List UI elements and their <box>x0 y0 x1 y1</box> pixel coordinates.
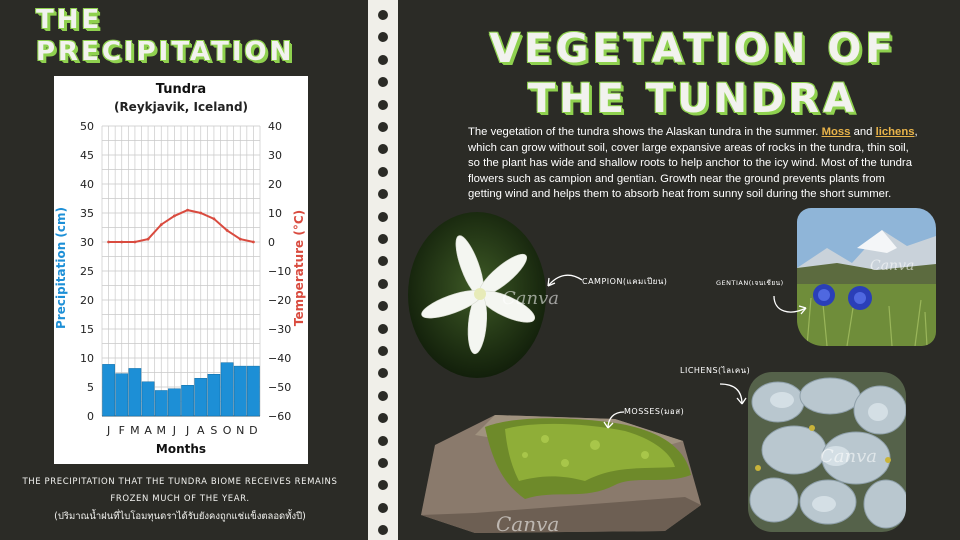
caption-line-1: THE PRECIPITATION THAT THE TUNDRA BIOME RECEIVES REMAINS <box>22 477 338 487</box>
month-tick-label: M <box>156 424 166 437</box>
binding-hole <box>378 346 388 356</box>
precipitation-tick-label: 15 <box>80 323 94 336</box>
temperature-point <box>160 223 163 226</box>
temperature-point <box>213 217 216 220</box>
vegetation-title-line-1: VEGETATION OF <box>489 26 897 72</box>
precipitation-tick-label: 50 <box>80 120 94 133</box>
precipitation-bar <box>103 364 115 416</box>
climate-chart-svg <box>54 76 308 464</box>
climate-chart <box>54 76 308 464</box>
temperature-point <box>147 238 150 241</box>
temperature-tick-label: 40 <box>268 120 282 133</box>
temperature-point <box>120 241 123 244</box>
precipitation-tick-label: 5 <box>87 381 94 394</box>
moss-photo <box>415 405 705 535</box>
binding-hole <box>378 436 388 446</box>
binding-hole <box>378 503 388 513</box>
temperature-tick-label: −10 <box>268 265 292 278</box>
watermark-campion: Canva <box>502 288 559 309</box>
chart-caption <box>20 474 340 525</box>
precipitation-axis-ticks <box>80 120 94 423</box>
temperature-point <box>173 215 176 218</box>
chart-subtitle: (Reykjavik, Iceland) <box>113 100 249 114</box>
temperature-tick-label: 10 <box>268 207 282 220</box>
temperature-tick-label: 20 <box>268 178 282 191</box>
binding-hole <box>378 525 388 535</box>
binding-hole <box>378 189 388 199</box>
watermark-moss: Canva <box>496 512 560 536</box>
precipitation-tick-label: 25 <box>80 265 94 278</box>
precipitation-tick-label: 20 <box>80 294 94 307</box>
temperature-tick-label: −30 <box>268 323 292 336</box>
month-tick-label: O <box>222 424 232 437</box>
lichens-label: LICHENS(ไลเคน) <box>680 366 751 375</box>
binding-hole <box>378 279 388 289</box>
temperature-axis-ticks <box>268 120 291 423</box>
chart-title: Tundra <box>155 82 207 97</box>
binding-hole <box>378 212 388 222</box>
precipitation-tick-label: 30 <box>80 236 94 249</box>
month-tick-label: J <box>172 424 177 437</box>
precipitation-bar <box>247 366 259 416</box>
mosses-label: MOSSES(มอส) <box>624 407 685 416</box>
binding-hole <box>378 458 388 468</box>
temperature-point <box>199 212 202 215</box>
text-intro: The vegetation of the tundra shows the Alaskan tundra in the summer. <box>468 126 822 138</box>
caption-thai: (ปริมาณน้ำฝนที่ไบโอมทุนดราได้รับยังคงถูกแช่แข็งตลอดทั้งปี) <box>54 511 306 522</box>
temperature-tick-label: 30 <box>268 149 282 162</box>
campion-photo <box>408 212 546 378</box>
temperature-tick-label: −20 <box>268 294 292 307</box>
month-tick-label: F <box>118 424 125 437</box>
moss-link[interactable]: Moss <box>821 126 851 138</box>
x-axis-label: Months <box>155 442 207 456</box>
lichens-photo <box>748 372 906 532</box>
campion-arrow-icon <box>540 268 584 294</box>
temperature-point <box>134 241 137 244</box>
gentian-arrow-icon <box>770 290 810 320</box>
temperature-point <box>252 241 255 244</box>
month-tick-label: J <box>106 424 111 437</box>
temperature-point <box>107 241 110 244</box>
month-tick-label: S <box>210 424 218 437</box>
binding-hole <box>378 301 388 311</box>
month-tick-label: D <box>249 424 258 437</box>
month-tick-label: A <box>144 424 152 437</box>
precipitation-bar <box>168 389 180 416</box>
temperature-tick-label: −60 <box>268 410 292 423</box>
temperature-point <box>186 209 189 212</box>
precipitation-bar <box>142 382 154 416</box>
campion-label: CAMPION(แคมเปียน) <box>582 277 668 286</box>
temperature-tick-label: 0 <box>268 236 275 249</box>
binding-hole <box>378 256 388 266</box>
text-and: and <box>850 126 876 138</box>
vegetation-description <box>468 125 918 203</box>
binding-hole <box>378 167 388 177</box>
binding-hole <box>378 144 388 154</box>
y2-axis-label: Temperature (°C) <box>292 209 306 327</box>
gentian-label: GENTIAN(เจนเชียน) <box>716 279 784 287</box>
caption-line-2: FROZEN MUCH OF THE YEAR. <box>110 494 250 504</box>
precipitation-tick-label: 45 <box>80 149 94 162</box>
precipitation-bar <box>208 374 220 416</box>
precipitation-bar <box>195 378 207 416</box>
month-ticks <box>106 424 258 437</box>
left-panel <box>0 0 368 540</box>
binding-hole <box>378 122 388 132</box>
precipitation-bar <box>116 374 128 416</box>
precipitation-tick-label: 35 <box>80 207 94 220</box>
binding-hole <box>378 368 388 378</box>
temperature-tick-label: −50 <box>268 381 292 394</box>
binding-hole <box>378 234 388 244</box>
y-axis-label: Precipitation (cm) <box>54 206 68 330</box>
lichens-arrow-icon <box>716 380 748 408</box>
watermark-gentian: Canva <box>870 258 915 274</box>
precipitation-bar <box>182 385 194 416</box>
precipitation-bar <box>221 363 233 416</box>
precipitation-bar <box>234 366 246 416</box>
vegetation-title <box>478 24 908 124</box>
temperature-tick-label: −40 <box>268 352 292 365</box>
temperature-point <box>226 229 229 232</box>
binding-hole <box>378 100 388 110</box>
binding-hole <box>378 32 388 42</box>
lichens-link[interactable]: lichens <box>875 126 915 138</box>
precipitation-title: THE PRECIPITATION <box>36 5 295 67</box>
month-tick-label: A <box>196 424 205 437</box>
temperature-point <box>239 238 242 241</box>
binding-hole <box>378 391 388 401</box>
precipitation-bar <box>155 390 167 416</box>
binding-hole <box>378 77 388 87</box>
watermark-lichens: Canva <box>820 446 877 467</box>
text-rest: , which can grow without soil, cover large expansive areas of rocks in the tundra, thin soil, so the plant has wide and shallow roots to help anchor to the icy wind. Most of the tundra flowers such as campion and gentian. Growth near the ground prevents plants from getting wind and helps them to absorb heat from sunny soil during the short summer. <box>468 126 918 200</box>
month-tick-label: M <box>130 424 140 437</box>
binding-hole <box>378 480 388 490</box>
month-tick-label: N <box>236 424 245 437</box>
precipitation-tick-label: 10 <box>80 352 94 365</box>
month-tick-label: J <box>185 424 190 437</box>
binding-hole <box>378 324 388 334</box>
binding-hole <box>378 55 388 65</box>
binding-hole <box>378 10 388 20</box>
precipitation-bar <box>129 368 141 416</box>
vegetation-title-line-2: THE TUNDRA <box>527 76 859 122</box>
precipitation-tick-label: 0 <box>87 410 94 423</box>
precipitation-tick-label: 40 <box>80 178 94 191</box>
notebook-binding <box>368 0 398 540</box>
binding-hole <box>378 413 388 423</box>
gentian-photo <box>797 208 936 346</box>
